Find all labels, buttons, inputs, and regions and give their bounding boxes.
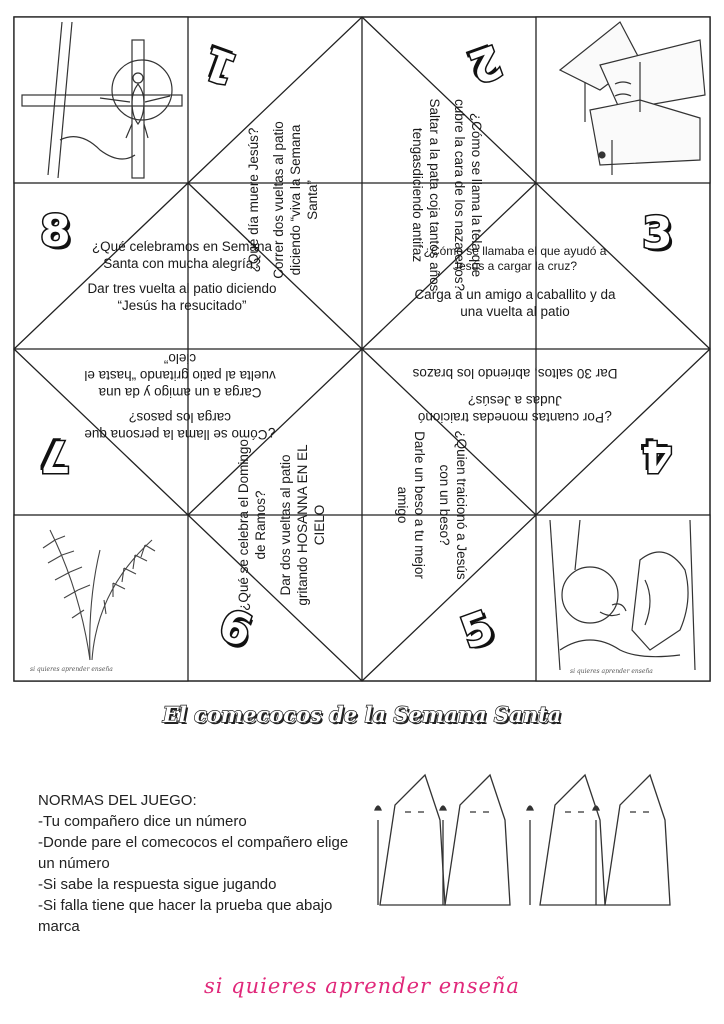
- challenge-text: Dar 30 saltos, abriendo los brazos: [412, 366, 618, 381]
- number-3: 3: [642, 208, 673, 259]
- rule-item: -Si falla tiene que hacer la prueba que abajo marca: [38, 897, 333, 935]
- number-2: 2: [462, 34, 509, 93]
- number-7: 7: [40, 430, 71, 481]
- question-left-upper: [82, 238, 282, 314]
- question-text: ¿Cómo se llamaba el que ayudó a Jesús a cargar la cruz?: [423, 244, 607, 273]
- rule-item: -Donde pare el comecocos el compañero elige un número: [38, 834, 349, 872]
- question-text: ¿Qué día muere Jesús?: [246, 127, 261, 273]
- question-text: ¿Quien traicionó a Jesús con un beso?: [437, 430, 469, 580]
- question-text: ¿Por cuantas monedas traicionó Judas a Jesús?: [417, 393, 613, 425]
- page-title: El comecocos de la Semana Santa: [162, 702, 562, 727]
- number-8: 8: [40, 206, 71, 257]
- number-1: 1: [197, 36, 244, 95]
- palm-caption: si quieres aprender enseña: [30, 666, 113, 673]
- challenge-text: Saltar a la pata coja tantos años tengasdiciendo antifaz: [410, 98, 442, 292]
- number-6: 6: [212, 599, 259, 658]
- question-text: ¿Qué celebramos en Semana Santa con mucha alegría?: [91, 239, 273, 271]
- number-5: 5: [454, 601, 501, 660]
- question-left-lower: [80, 350, 280, 443]
- brand-footer: si quieres aprender enseña: [204, 974, 520, 998]
- challenge-text: Correr dos vueltas al patio diciendo “viva la Semana Santa”: [271, 121, 320, 279]
- challenge-text: Dar tres vuelta al patio diciendo “Jesús ha resucitado”: [87, 281, 277, 313]
- rule-item: -Tu compañero dice un número: [38, 813, 247, 830]
- judas-caption: si quieres aprender enseña: [570, 668, 653, 675]
- challenge-text: Carga a un amigo y da una vuelta al patio gritando “hasta el cielo”: [84, 351, 276, 400]
- challenge-text: Carga a un amigo a caballito y da una vuelta al patio: [414, 287, 616, 319]
- number-4: 4: [642, 430, 673, 481]
- question-text: ¿Qué se celebra el Domingo de Ramos?: [236, 439, 268, 611]
- question-text: ¿Cómo se llama la persona que carga los pasos?: [84, 410, 276, 442]
- question-bottom-right: [370, 425, 470, 585]
- challenge-text: Darle un beso a tu mejor amigo: [395, 431, 427, 579]
- challenge-text: Dar dos vueltas al patio gritando HOSANNA EN EL CIELO: [278, 444, 327, 606]
- question-bottom-left: [235, 435, 345, 615]
- rule-item: -Si sabe la respuesta sigue jugando: [38, 876, 277, 893]
- question-text: ¿Cómo se llama la tela que cubre la cara de los nazarenos?: [452, 98, 484, 292]
- rules-heading: NORMAS DEL JUEGO:: [38, 792, 197, 809]
- game-rules: [38, 790, 368, 937]
- question-right-upper: [410, 244, 620, 320]
- question-right-lower: [405, 365, 625, 426]
